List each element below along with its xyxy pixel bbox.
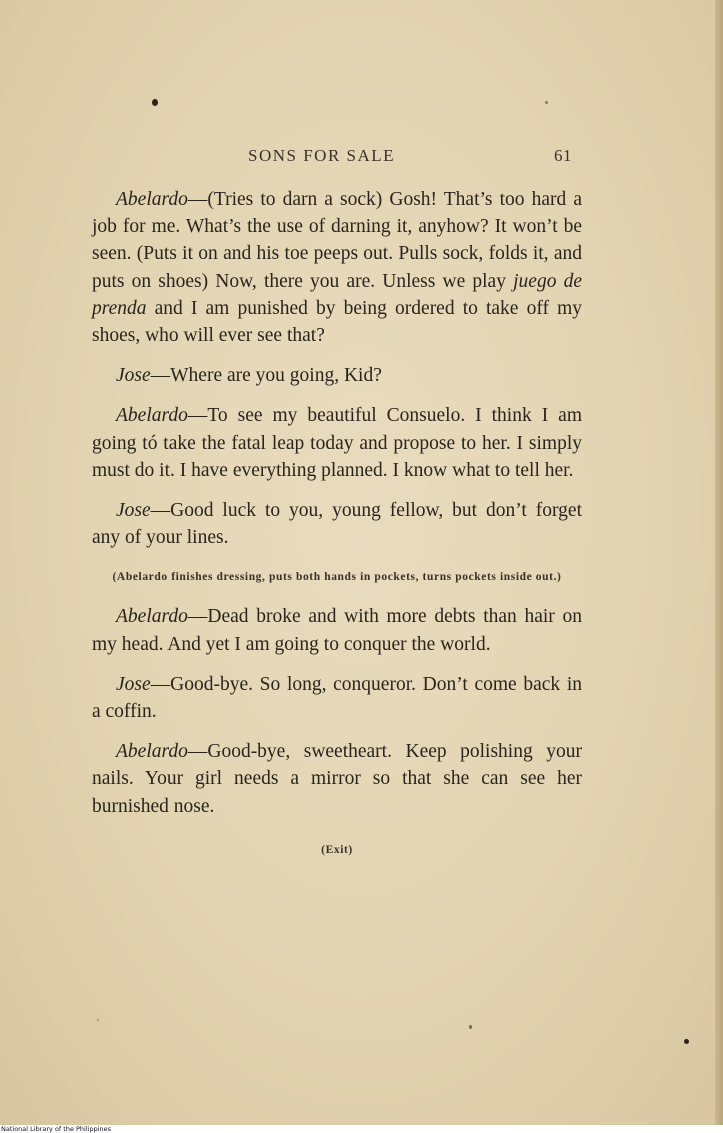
dialogue-text: and I am punished by being ordered to take off my shoes, who will ever see that?	[92, 297, 582, 347]
dialogue-line	[92, 186, 582, 349]
dialogue-line	[92, 497, 582, 551]
speaker-name: Abelardo	[116, 189, 188, 210]
dialogue-text: —To see my beautiful Consuelo. I think I am going tó take the fatal leap today and propose to her. I simply must do it. I have everything planned. I know what to tell her.	[92, 405, 582, 481]
dialogue-text: —Where are you going, Kid?	[150, 365, 382, 387]
scan-credit: National Library of the Philippines	[0, 1125, 723, 1133]
stage-direction: (Abelardo finishes dressing, puts both hands in pockets, turns pockets inside out.)	[112, 571, 562, 584]
ink-speck	[152, 99, 158, 106]
dialogue-line	[92, 402, 582, 484]
dialogue-line	[92, 671, 582, 725]
ink-speck	[97, 1019, 99, 1021]
speaker-name: Jose	[116, 673, 151, 695]
speaker-name: Abelardo	[116, 405, 188, 427]
page-edge	[715, 0, 723, 1125]
ink-speck	[469, 1025, 472, 1029]
dialogue-line	[92, 603, 582, 657]
dialogue-line	[92, 738, 582, 820]
speaker-name: Abelardo	[116, 606, 188, 628]
speaker-name: Abelardo	[116, 741, 188, 763]
dialogue-text: —Good-bye. So long, conqueror. Don’t come back in a coffin.	[92, 673, 582, 723]
stage-direction-exit: (Exit)	[321, 843, 353, 856]
dialogue-text: —(Tries to darn a sock) Gosh! That’s too hard a job for me. What’s the use of darning it, anyhow? It won’t be seen. (Puts it on and his toe peeps out. Pulls sock, folds it, and puts on shoes) Now, there you are. Unless we play	[92, 189, 582, 292]
speaker-name: Jose	[116, 365, 151, 387]
ink-speck	[684, 1039, 689, 1044]
page-body	[92, 186, 582, 876]
running-header	[92, 146, 582, 168]
speaker-name: Jose	[116, 500, 151, 522]
dialogue-text: —Dead broke and with more debts than hair on my head. And yet I am going to conquer the world.	[92, 606, 582, 655]
dialogue-line	[92, 362, 582, 389]
dialogue-text: —Good luck to you, young fellow, but don’t forget any of your lines.	[92, 500, 582, 549]
dialogue-text: —Good-bye, sweetheart. Keep polishing your nails. Your girl needs a mirror so that she can see her burnished nose.	[92, 741, 582, 817]
ink-speck	[545, 101, 548, 104]
spanish-phrase: juego de prenda	[92, 270, 582, 319]
page-number: 61	[554, 146, 572, 165]
running-title: SONS FOR SALE	[248, 146, 396, 165]
